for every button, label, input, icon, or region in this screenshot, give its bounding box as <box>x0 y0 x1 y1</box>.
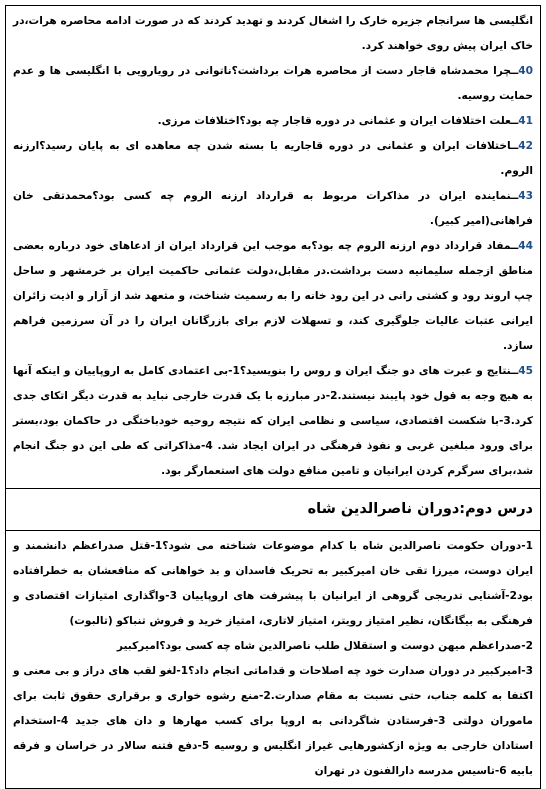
question-number: 43 <box>518 190 533 202</box>
question-43 <box>13 184 533 234</box>
questions-block-1-row <box>6 6 541 489</box>
question-number: 45 <box>518 365 533 377</box>
question-number: 40 <box>518 65 533 77</box>
question-text: ــنتایج و عبرت های دو جنگ ایران و روس را بنویسید؟1-بی اعتمادی کامل به اروپاییان و اینکه آنها به هیچ وجه به قول خود پایبند نیستند.2-در مبارزه با یک قدرت خارجی نباید به قدرت دیگر اتکای جدی کرد.3-با شکست اقتصادی، سیاسی و نظامی ایران که نتیجه روحیه خودباختگی در حاکمان بود،بستر برای ورود مبلغین غربی و نفوذ فرهنگی در ایران ایجاد شد. 4-مذاکراتی که طی این دو جنگ انجام شد،برای سرگرم کردن ایرانیان و تامین منافع دولت های استعمارگر بود. <box>13 365 534 477</box>
questions-block-2-row <box>6 531 541 789</box>
question-45 <box>13 359 533 484</box>
paragraph-text: انگلیسی ها سرانجام جزیره خارک را اشغال کردند و تهدید کردند که در صورت ادامه محاصره هرات،در خاک ایران پیش روی خواهند کرد. <box>13 15 533 52</box>
question-number: 3 <box>525 665 533 677</box>
question-40 <box>13 59 533 109</box>
paragraph-continued <box>13 9 533 59</box>
question-text: -امیرکبیر در دوران صدارت خود چه اصلاحات و قداماتی انجام داد؟1-لغو لقب های دراز و بی معنی و اکتفا به کلمه جناب، حتی نسبت به مقام صدارت.2-منع رشوه خواری و برقراری حقوق ثابت برای ماموران دولتی 3-فرستادن شاگردانی به اروپا برای کسب مهارها و دان های جدید 4-استخدام استادان خارجی به ویژه ازکشورهایی غیراز انگلیس و روسیه 5-دفع فتنه سالار در خراسان و فرقه بابیه 6-تاسیس مدرسه دارالفنون در تهران <box>13 665 533 777</box>
lesson2-question-1 <box>13 534 533 634</box>
question-number: 1 <box>525 540 534 552</box>
section-title: درس دوم:دوران ناصرالدین شاه <box>307 501 533 517</box>
question-42 <box>13 134 533 184</box>
question-number: 2 <box>525 640 533 652</box>
section-title-row <box>6 489 541 531</box>
lesson2-question-2 <box>13 634 533 659</box>
questions-block-2 <box>6 531 541 789</box>
question-number: 42 <box>518 140 533 152</box>
question-text: ــچرا محمدشاه قاجار دست از محاصره هرات برداشت؟ناتوانی در رویارویی با انگلیسی ها و عدم حمایت روسیه. <box>13 65 533 102</box>
questions-block-1 <box>6 6 541 489</box>
question-text: ــمفاد قرارداد دوم ارزنه الروم چه بود؟به موجب این قرارداد ایران از ادعاهای خود درباره بعضی مناطق ازجمله سلیمانیه دست برداشت.در مقابل،دولت عثمانی حاکمیت ایران بر خرمشهر و ساحل چپ اروند رود و کشتی رانی در این رود خانه را به رسمیت شناخت، و متعهد شد از آزار و اذیت زائران ایرانی عتبات عالیات جلوگیری کند، و تسهلات لازم برای بازرگانان ایران را در آن سرزمین فراهم سازد. <box>13 240 533 352</box>
question-text: ــنماینده ایران در مذاکرات مربوط به قرارداد ارزنه الروم چه کسی بود؟محمدتقی خان فراهانی(امیر کبیر). <box>13 190 533 227</box>
question-text: -صدراعظم میهن دوست و استقلال طلب ناصرالدین شاه چه کسی بود؟امیرکبیر <box>116 640 526 652</box>
question-text: ــاختلافات ایران و عثمانی در دوره قاجاریه با بسته شدن چه معاهده ای به پایان رسید؟ارزنه الروم. <box>13 140 533 177</box>
question-number: 41 <box>518 115 533 127</box>
question-text: -دوران حکومت ناصرالدین شاه با کدام موضوعات شناخته می شود؟1-قتل صدراعظم دانشمند و ایران دوست، میرزا تقی خان امیرکبیر به تحریک فاسدان و بد خواهانی که منافعشان به خطرافتاده بود2-آشنایی تدریجی گروهی از ایرانیان با پیشرفت های اروپاییان 3-واگذاری امتیازات اقتصادی و فرهنگی به بیگانگان، نظیر امتیاز رویتر، امتیاز لاتاری، امتیاز خرید و فروش تنباکو (تالبوت) <box>13 540 533 627</box>
section-title-cell <box>6 489 541 531</box>
page <box>5 5 541 789</box>
question-text: ــعلت اختلافات ایران و عثمانی در دوره قاجار چه بود؟اختلافات مرزی. <box>157 115 519 127</box>
question-number: 44 <box>518 240 533 252</box>
question-44 <box>13 234 533 359</box>
question-41 <box>13 109 533 134</box>
content-table <box>5 5 541 789</box>
lesson2-question-3 <box>13 659 533 784</box>
